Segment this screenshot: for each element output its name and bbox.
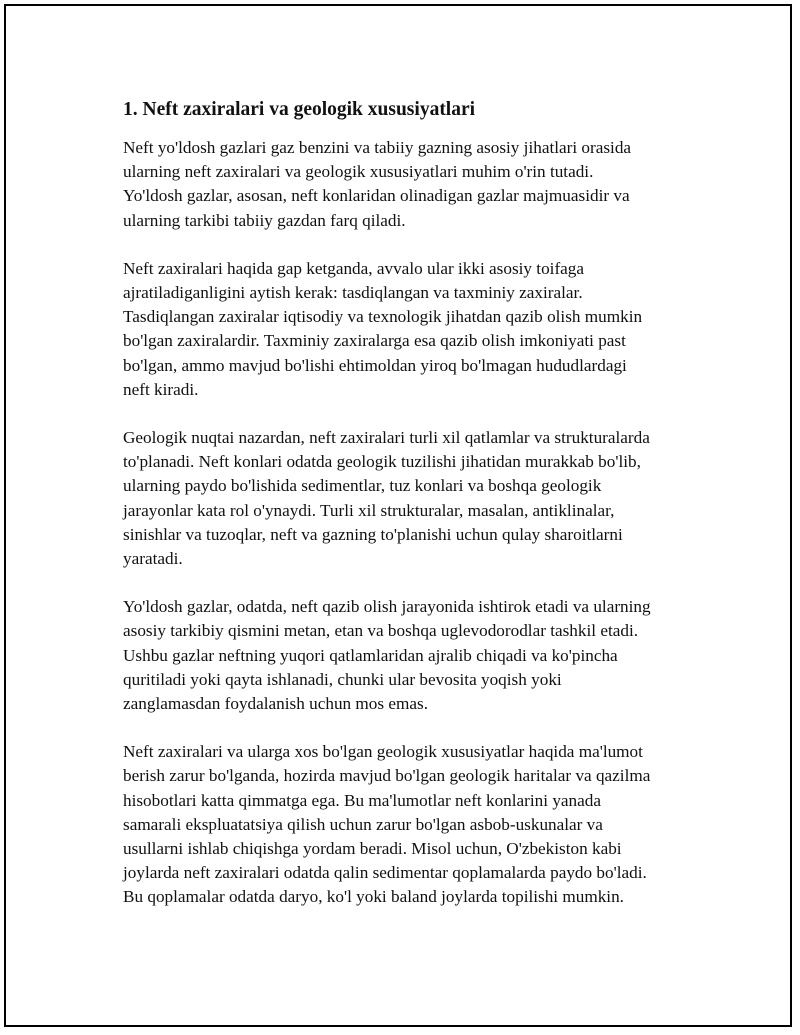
document-body: [123, 96, 703, 934]
paragraph-4: Yo'ldosh gazlar, odatda, neft qazib olish jarayonida ishtirok etadi va ularning asosiy tarkibiy qismini metan, etan va boshqa uglevodorodlar tashkil etadi. Ushbu gazlar neftning yuqori qatlamlaridan ajralib chiqadi va ko'pincha quritiladi yoki qayta ishlanadi, chunki ular bevosita yoqish yoki zanglamasdan foydalanish uchun mos emas.: [123, 597, 651, 714]
paragraph-3: Geologik nuqtai nazardan, neft zaxiralari turli xil qatlamlar va strukturalarda to'planadi. Neft konlari odatda geologik tuzilishi jihatidan murakkab bo'lib, ularning paydo bo'lishida sedimentlar, tuz konlari va boshqa geologik jarayonlar kata rol o'ynaydi. Turli xil strukturalar, masalan, antiklinalar, sinishlar va tuzoqlar, neft va gazning to'planishi uchun qulay sharoitlarni yaratadi.: [123, 428, 650, 569]
paragraph-5: Neft zaxiralari va ularga xos bo'lgan geologik xususiyatlar haqida ma'lumot berish zarur bo'lganda, hozirda mavjud bo'lgan geologik haritalar va qazilma hisobotlari katta qimmatga ega. Bu ma'lumotlar neft konlarini yanada samarali ekspluatatsiya qilish uchun zarur bo'lgan asbob-uskunalar va usullarni ishlab chiqishga yordam beradi. Misol uchun, O'zbekiston kabi joylarda neft zaxiralari odatda qalin sedimentar qoplamalarda paydo bo'ladi. Bu qoplamalar odatda daryo, ko'l yoki baland joylarda topilishi mumkin.: [123, 742, 651, 907]
paragraph-2: Neft zaxiralari haqida gap ketganda, avvalo ular ikki asosiy toifaga ajratiladiganligini aytish kerak: tasdiqlangan va taxminiy zaxiralar. Tasdiqlangan zaxiralar iqtisodiy va texnologik jihatdan qazib olish mumkin bo'lgan zaxiralardir. Taxminiy zaxiralarga esa qazib olish imkoniyati past bo'lgan, ammo mavjud bo'lishi ehtimoldan yiroq bo'lmagan hududlardagi neft kiradi.: [123, 258, 643, 399]
page-frame: [4, 4, 792, 1027]
section-heading: 1. Neft zaxiralari va geologik xususiyatlari: [123, 99, 476, 120]
paragraph-1: Neft yo'ldosh gazlari gaz benzini va tabiiy gazning asosiy jihatlari orasida ularning neft zaxiralari va geologik xususiyatlari muhim o'rin tutadi. Yo'ldosh gazlar, asosan, neft konlaridan olinadigan gazlar majmuasidir va ularning tarkibi tabiiy gazdan farq qiladi.: [123, 138, 632, 230]
